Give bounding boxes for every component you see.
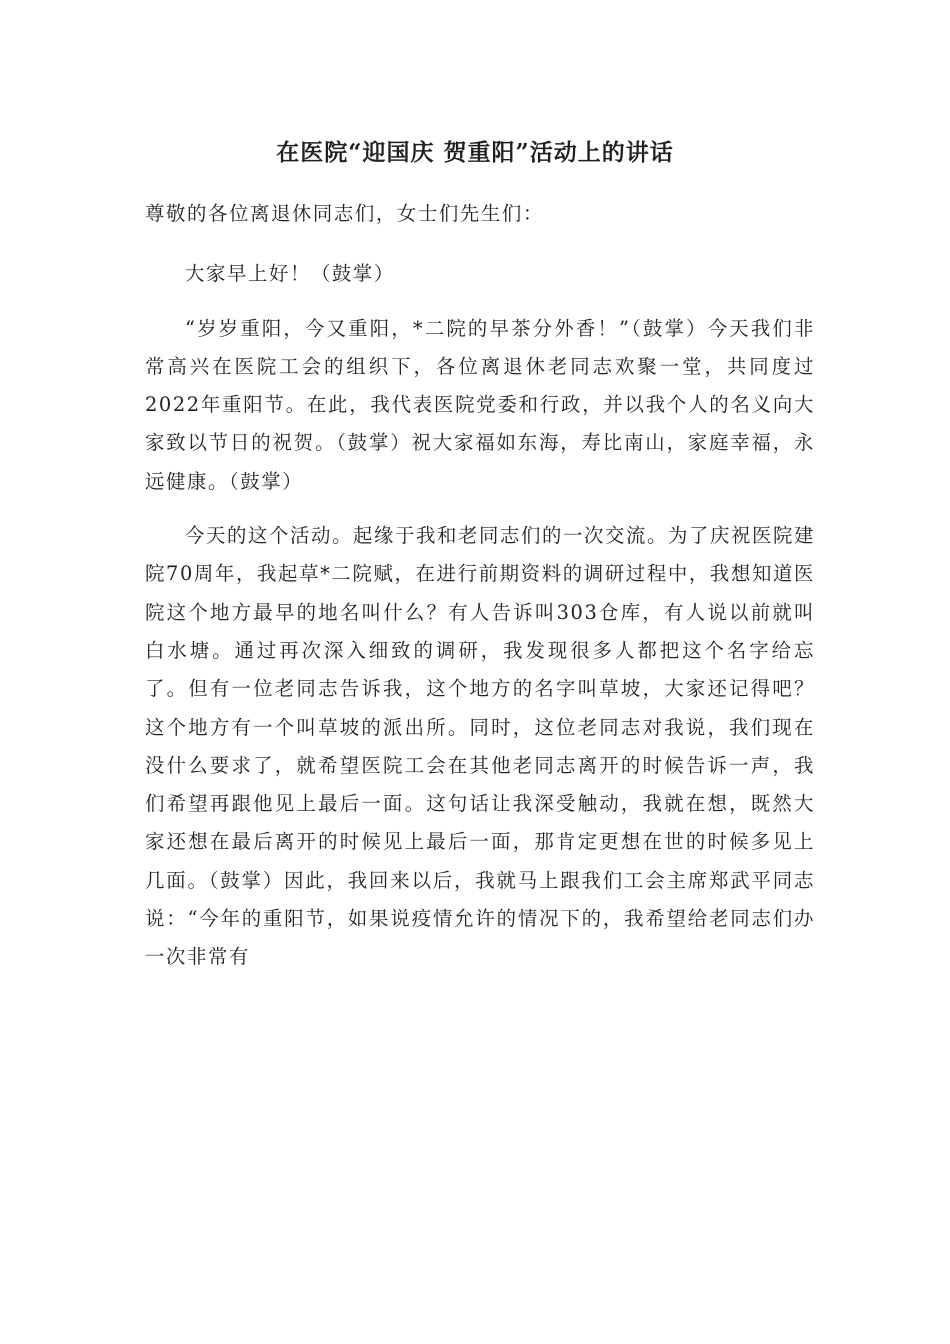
- document-body: [145, 195, 815, 993]
- salutation: 尊敬的各位离退休同志们，女士们先生们：: [145, 202, 544, 225]
- paragraph-greeting: 大家早上好！（鼓掌）: [185, 262, 395, 286]
- paragraph-story: 今天的这个活动。起缘于我和老同志们的一次交流。为了庆祝医院建院70周年，我起草*二院赋，在进行前期资料的调研过程中，我想知道医院这个地方最早的地名叫什么？有人告诉叫303仓库，有人说以前就叫白水塘。通过再次深入细致的调研，我发现很多人都把这个名字给忘了。但有一位老同志告诉我，这个地方的名字叫草坡，大家还记得吧？这个地方有一个叫草坡的派出所。同时，这位老同志对我说，我们现在没什么要求了，就希望医院工会在其他老同志离开的时候告诉一声，我们希望再跟他见上最后一面。这句话让我深受触动，我就在想，既然大家还想在最后离开的时候见上最后一面，那肯定更想在世的时候多见上几面。（鼓掌）因此，我回来以后，我就马上跟我们工会主席郑武平同志说：“今年的重阳节，如果说疫情允许的情况下的，我希望给老同志们办一次非常有: [145, 524, 815, 969]
- paragraph-opening: “岁岁重阳，今又重阳，*二院的早茶分外香！”（鼓掌）今天我们非常高兴在医院工会的组织下，各位离退休老同志欢聚一堂，共同度过2022年重阳节。在此，我代表医院党委和行政，并以我个人的名义向大家致以节日的祝贺。（鼓掌）祝大家福如东海，寿比南山，家庭幸福，永远健康。（鼓掌）: [145, 316, 815, 493]
- document-title: 在医院“迎国庆 贺重阳”活动上的讲话: [276, 139, 674, 166]
